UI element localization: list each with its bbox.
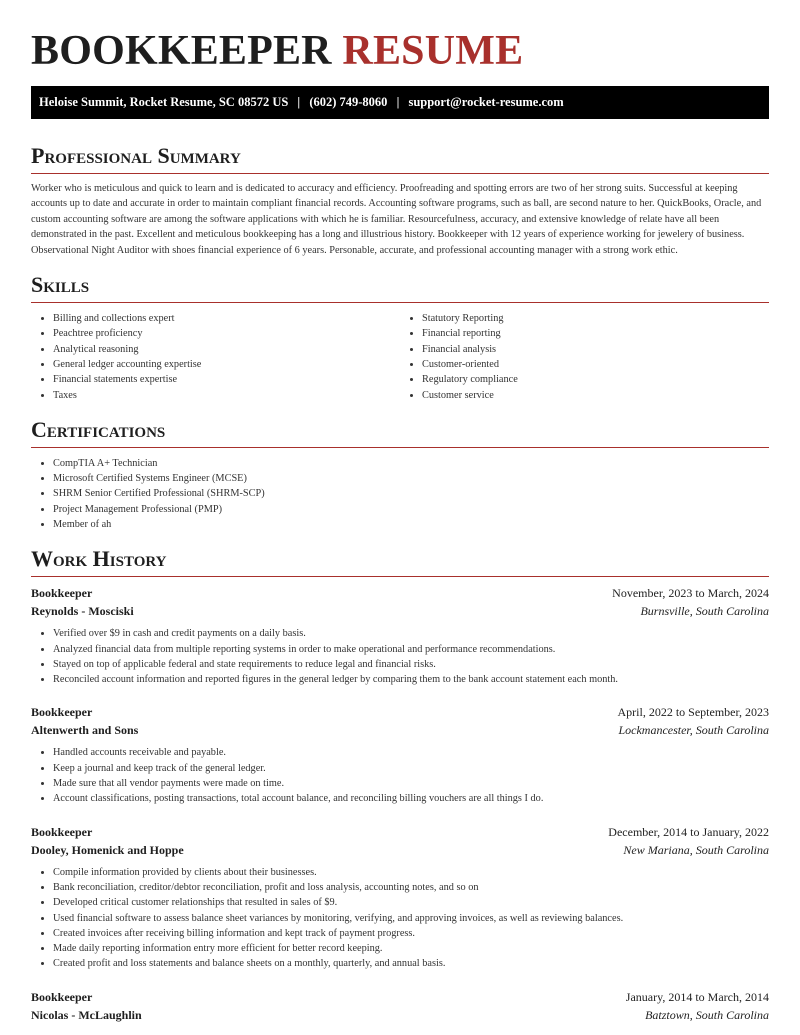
contact-separator: | [396,95,400,109]
section-heading: Certifications [31,416,166,442]
skill-item: • Customer-oriented [422,357,769,372]
job-bullet: • Bank reconciliation, creditor/debtor reconciliation, profit and loss analysis, accounting notes, and so on [53,880,769,895]
job-bullet: • Used financial software to assess balance sheet variances by monitoring, verifying, and approving invoices, as well as reviewing balances. [53,911,769,926]
job-dates: November, 2023 to March, 2024 [612,586,769,601]
job-dates: December, 2014 to January, 2022 [608,824,769,839]
skill-item: • Financial reporting [422,326,769,341]
job-bullet: • Made daily reporting information entry more efficient for better record keeping. [53,941,769,956]
job-title-row [31,988,769,1006]
job-title: Bookkeeper [31,989,93,1004]
contact-address: Heloise Summit, Rocket Resume, SC 08572 US [39,95,289,109]
job-location: Burnsville, South Carolina [640,604,769,619]
job-company: Dooley, Homenick and Hoppe [31,842,184,857]
skill-item: • Taxes [53,388,400,403]
job-title: Bookkeeper [31,705,93,720]
job-bullets [31,745,769,806]
job-entry [31,703,769,806]
job-entry [31,988,769,1024]
skill-item: • Regulatory compliance [422,372,769,387]
section-heading: Professional Summary [31,143,241,168]
job-entry [31,823,769,972]
job-bullet: • Stayed on top of applicable federal and state requirements to reduce legal and financial risks. [53,657,769,672]
skill-item: • Financial analysis [422,342,769,357]
section-divider [31,576,769,577]
job-bullet: • Handled accounts receivable and payable. [53,745,769,760]
skill-item: • Statutory Reporting [422,311,769,326]
title-accent: RESUME [342,28,524,74]
certification-item: • Project Management Professional (PMP) [53,502,769,517]
job-company-row [31,841,769,859]
job-bullet: • Created profit and loss statements and balance sheets on a monthly, quarterly, and annual basis. [53,956,769,971]
skills-section [31,272,769,403]
section-heading: Skills [31,272,90,298]
section-divider [31,173,769,174]
job-bullet: • Developed critical customer relationships that resulted in sales of $9. [53,895,769,910]
section-divider [31,447,769,448]
job-company: Reynolds - Mosciski [31,604,134,619]
skill-item: • General ledger accounting expertise [53,357,400,372]
job-company-row [31,1006,769,1024]
job-bullets [31,626,769,687]
job-title: Bookkeeper [31,586,93,601]
job-bullet: • Compile information provided by clients about their businesses. [53,865,769,880]
job-dates: April, 2022 to September, 2023 [617,705,769,720]
skill-item: • Financial statements expertise [53,372,400,387]
job-title: Bookkeeper [31,824,93,839]
work-history-section [31,546,769,1023]
skills-list-left [31,311,400,403]
job-dates: January, 2014 to March, 2014 [625,989,769,1004]
skills-list-right [400,311,769,403]
job-company: Altenwerth and Sons [31,723,139,738]
contact-email[interactable]: support@rocket-resume.com [408,95,564,109]
title-main: BOOKKEEPER [31,28,332,74]
certification-item: • Member of ah [53,517,769,532]
jobs-list [31,584,769,1023]
contact-phone: (602) 749-8060 [309,95,388,109]
certification-item: • CompTIA A+ Technician [53,456,769,471]
skills-columns [31,311,769,403]
job-company: Nicolas - McLaughlin [31,1007,142,1022]
resume-title [31,0,769,80]
summary-section [31,143,769,258]
job-bullet: • Reconciled account information and reported figures in the general ledger by comparing them to the bank account statement each month. [53,672,769,687]
job-location: Lockmancester, South Carolina [618,723,769,738]
certification-item: • Microsoft Certified Systems Engineer (MCSE) [53,471,769,486]
job-bullet: • Made sure that all vendor payments were made on time. [53,776,769,791]
skill-item: • Analytical reasoning [53,342,400,357]
certifications-section [31,417,769,532]
job-company-row [31,602,769,620]
skill-item: • Peachtree proficiency [53,326,400,341]
contact-bar [31,86,769,119]
section-divider [31,302,769,303]
job-title-row [31,823,769,841]
skill-item: • Billing and collections expert [53,311,400,326]
job-title-row [31,703,769,721]
skill-item: • Customer service [422,388,769,403]
contact-separator: | [297,95,301,109]
certifications-list [31,456,769,532]
job-bullet: • Verified over $9 in cash and credit payments on a daily basis. [53,626,769,641]
job-bullet: • Keep a journal and keep track of the general ledger. [53,761,769,776]
section-heading: Work History [31,546,167,572]
job-bullet: • Analyzed financial data from multiple reporting systems in order to make operational and performance recommendations. [53,642,769,657]
job-title-row [31,584,769,602]
job-location: Batztown, South Carolina [645,1007,769,1022]
job-bullets [31,865,769,972]
job-bullet: • Created invoices after receiving billing information and kept track of payment progress. [53,926,769,941]
job-location: New Mariana, South Carolina [623,842,769,857]
job-entry [31,584,769,687]
certification-item: • SHRM Senior Certified Professional (SHRM-SCP) [53,486,769,501]
summary-text: Worker who is meticulous and quick to learn and is dedicated to accuracy and efficiency. Proofreading and spotting errors are two of her strong suits. Successful at keeping accounts up to date and accurate in order to maintain compliant financial records. Accounting software programs, such as ball, are second nature to her. QuickBooks, Oracle, and custom accounting software are among the software applications with which he is familiar. Resourcefulness, accuracy, and extensive knowledge of relate have all been demonstrated in the past. Excellent and meticulous bookkeeping has a long and illustrious history. Bookkeeper with 12 years of experience working for jewelery of business. Observational Night Auditor with shoes financial experience of 6 years. Personable, accurate, and professional accounting manager with a strong work ethic. [31,183,762,256]
job-bullet: • Account classifications, posting transactions, total account balance, and reconciling billing vouchers are all things I do. [53,791,769,806]
job-company-row [31,721,769,739]
